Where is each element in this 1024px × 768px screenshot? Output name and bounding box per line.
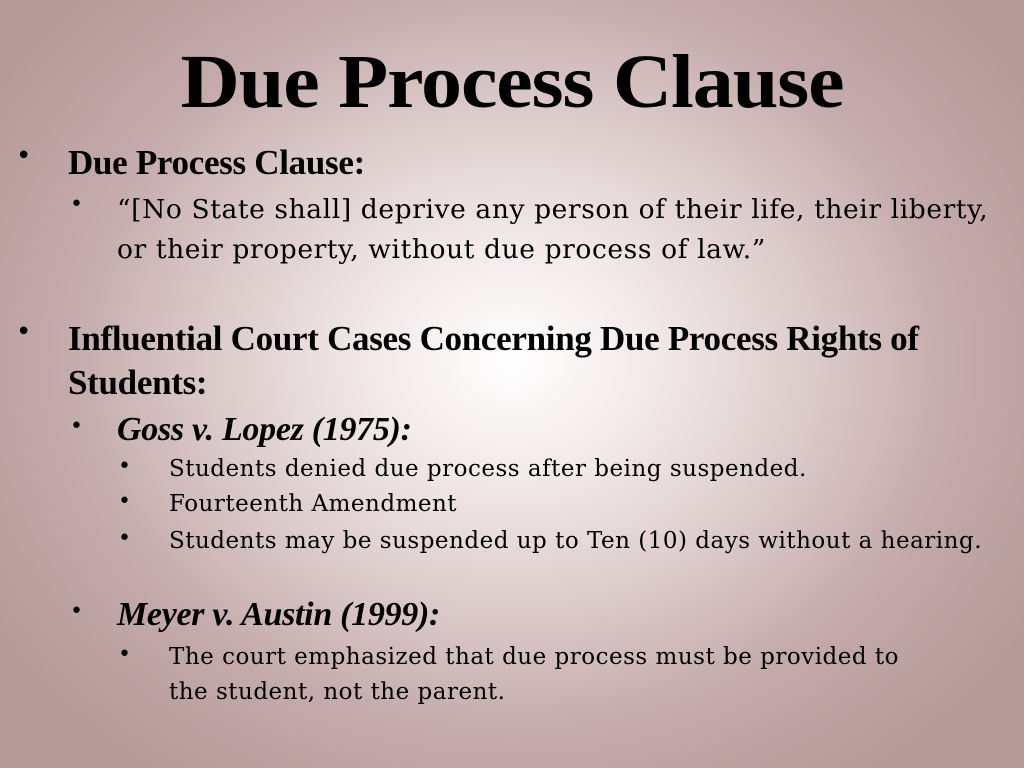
- case-point-text: The court emphasized that due process must be provided to the student, not the parent.: [169, 644, 900, 705]
- case-goss-v-lopez: [70, 410, 997, 450]
- case-point-text: Students denied due process after being suspended.: [169, 456, 807, 482]
- case-name: Meyer v. Austin (1999):: [117, 596, 440, 633]
- bullet-marker: •: [118, 454, 131, 479]
- bullet-marker: •: [118, 526, 131, 551]
- case-point-text: Students may be suspended up to Ten (10) days without a hearing.: [169, 528, 983, 554]
- bullet-marker: •: [118, 489, 131, 514]
- case-meyer-v-austin: [70, 595, 997, 635]
- case-point: [118, 487, 1009, 522]
- bullet-due-process-clause: [16, 141, 998, 185]
- case-name: Goss v. Lopez (1975):: [117, 411, 412, 448]
- bullet-marker: •: [118, 642, 131, 667]
- bullet-marker: •: [70, 414, 83, 439]
- bullet-marker: •: [16, 317, 32, 347]
- case-point: [118, 640, 929, 710]
- section-heading: Influential Court Cases Concerning Due Process Rights of Students:: [68, 319, 919, 402]
- bullet-court-cases: [16, 317, 1008, 405]
- case-point: [118, 524, 1009, 559]
- bullet-marker: •: [70, 192, 83, 217]
- case-point: [118, 452, 1009, 487]
- case-point-text: Fourteenth Amendment: [169, 491, 458, 517]
- slide-title: Due Process Clause: [180, 40, 844, 124]
- section-heading: Due Process Clause:: [68, 143, 365, 182]
- bullet-marker: •: [16, 141, 32, 171]
- bullet-quote: [70, 190, 1017, 270]
- clause-quote: “[No State shall] deprive any person of their life, their liberty, or their property, without due process of law.”: [117, 194, 989, 265]
- bullet-marker: •: [70, 599, 83, 624]
